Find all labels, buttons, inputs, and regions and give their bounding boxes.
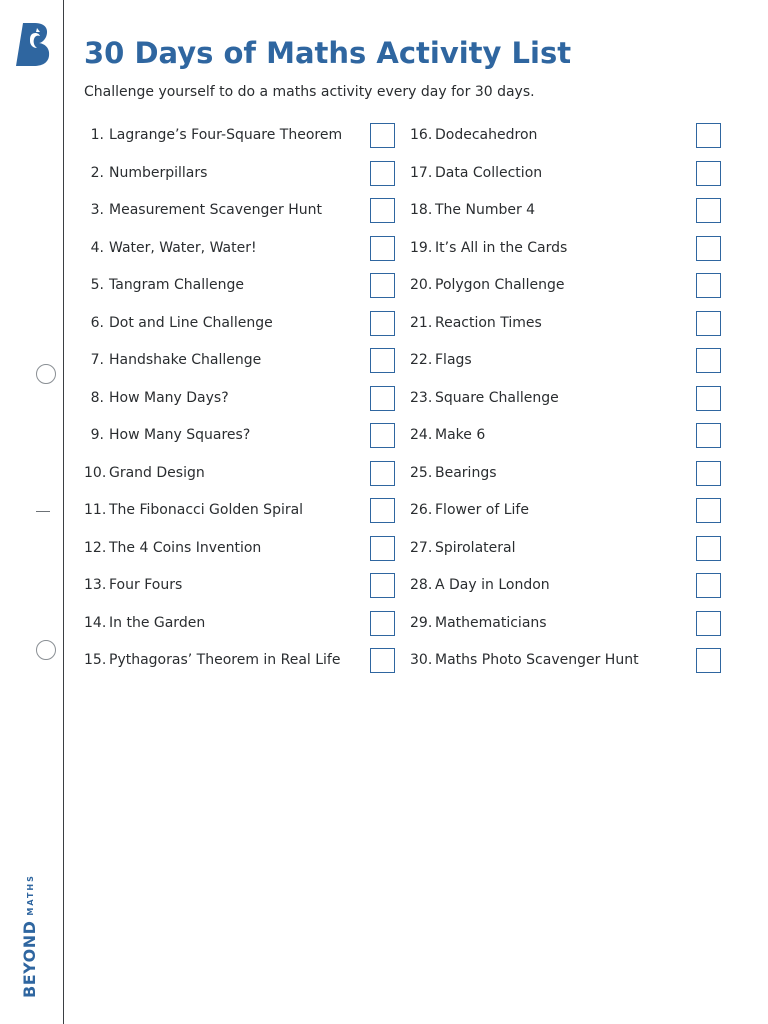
activity-label: How Many Days? bbox=[109, 389, 229, 406]
activity-item bbox=[410, 267, 723, 305]
activity-list-left bbox=[84, 117, 397, 680]
activity-number: 23. bbox=[410, 389, 433, 406]
activity-item bbox=[410, 342, 723, 380]
activity-number: 11. bbox=[84, 502, 107, 518]
activity-checkbox[interactable] bbox=[696, 386, 721, 411]
activity-label: Make 6 bbox=[435, 427, 486, 443]
activity-number: 27. bbox=[410, 539, 433, 556]
activity-label: Data Collection bbox=[435, 164, 543, 181]
brand-name: BEYOND bbox=[20, 920, 39, 998]
activity-item bbox=[84, 455, 397, 493]
activity-item bbox=[84, 192, 397, 230]
activity-checkbox[interactable] bbox=[696, 573, 721, 598]
activity-number: 2. bbox=[90, 164, 104, 181]
activity-item bbox=[410, 192, 723, 230]
activity-label: Water, Water, Water! bbox=[109, 239, 257, 256]
activity-number: 8. bbox=[90, 389, 104, 406]
activity-item bbox=[84, 567, 397, 605]
activity-number: 15. bbox=[84, 652, 107, 668]
activity-label: Pythagoras’ Theorem in Real Life bbox=[109, 652, 341, 668]
activity-number: 28. bbox=[410, 577, 433, 593]
activity-item bbox=[84, 155, 397, 193]
activity-checkbox[interactable] bbox=[696, 648, 721, 673]
punch-hole-bottom bbox=[36, 640, 56, 660]
activity-checkbox[interactable] bbox=[696, 236, 721, 261]
activity-label: Measurement Scavenger Hunt bbox=[109, 202, 322, 218]
activity-checkbox[interactable] bbox=[370, 198, 395, 223]
activity-checkbox[interactable] bbox=[370, 123, 395, 148]
activity-label: Handshake Challenge bbox=[109, 352, 262, 368]
activity-label: Maths Photo Scavenger Hunt bbox=[435, 652, 639, 668]
activity-checkbox[interactable] bbox=[370, 236, 395, 261]
activity-number: 5. bbox=[90, 277, 104, 293]
activity-checkbox[interactable] bbox=[370, 273, 395, 298]
activity-checkbox[interactable] bbox=[696, 161, 721, 186]
activity-label: Mathematicians bbox=[435, 614, 547, 631]
activity-label: Reaction Times bbox=[435, 314, 542, 331]
activity-number: 7. bbox=[90, 352, 104, 368]
activity-label: Dot and Line Challenge bbox=[109, 314, 273, 331]
activity-checkbox[interactable] bbox=[370, 498, 395, 523]
activity-label: In the Garden bbox=[109, 614, 206, 631]
activity-number: 16. bbox=[410, 127, 433, 143]
activity-item bbox=[410, 642, 723, 680]
activity-checkbox[interactable] bbox=[696, 611, 721, 636]
margin-rule bbox=[63, 0, 64, 1024]
activity-label: Four Fours bbox=[109, 577, 183, 593]
activity-checkbox[interactable] bbox=[370, 423, 395, 448]
activity-number: 22. bbox=[410, 352, 433, 368]
activity-label: How Many Squares? bbox=[109, 427, 251, 443]
activity-item bbox=[84, 492, 397, 530]
activity-item bbox=[84, 230, 397, 268]
activity-item bbox=[410, 230, 723, 268]
activity-label: The 4 Coins Invention bbox=[109, 539, 262, 556]
activity-number: 17. bbox=[410, 164, 433, 181]
punch-hole-top bbox=[36, 364, 56, 384]
activity-item bbox=[84, 380, 397, 418]
activity-checkbox[interactable] bbox=[370, 348, 395, 373]
activity-number: 14. bbox=[84, 614, 107, 631]
activity-item bbox=[84, 305, 397, 343]
activity-checkbox[interactable] bbox=[370, 536, 395, 561]
activity-number: 9. bbox=[90, 427, 104, 443]
activity-checkbox[interactable] bbox=[370, 573, 395, 598]
activity-item bbox=[84, 117, 397, 155]
activity-label: Tangram Challenge bbox=[109, 277, 244, 293]
activity-checkbox[interactable] bbox=[696, 123, 721, 148]
activity-item bbox=[410, 605, 723, 643]
activity-item bbox=[410, 417, 723, 455]
activity-number: 18. bbox=[410, 202, 433, 218]
activity-item bbox=[410, 155, 723, 193]
activity-label: The Fibonacci Golden Spiral bbox=[109, 502, 304, 518]
activity-label: Numberpillars bbox=[109, 164, 208, 181]
activity-number: 21. bbox=[410, 314, 433, 331]
activity-label: Flower of Life bbox=[435, 502, 529, 518]
activity-item bbox=[410, 455, 723, 493]
activity-number: 30. bbox=[410, 652, 433, 668]
activity-checkbox[interactable] bbox=[370, 386, 395, 411]
activity-checkbox[interactable] bbox=[696, 311, 721, 336]
activity-checkbox[interactable] bbox=[370, 648, 395, 673]
activity-number: 1. bbox=[90, 127, 104, 143]
activity-number: 12. bbox=[84, 539, 107, 556]
activity-number: 25. bbox=[410, 464, 433, 481]
center-tick-mark bbox=[36, 511, 50, 512]
activity-item bbox=[410, 305, 723, 343]
activity-list-right bbox=[410, 117, 723, 680]
activity-item bbox=[84, 267, 397, 305]
activity-label: Dodecahedron bbox=[435, 127, 538, 143]
brand-wordmark bbox=[20, 858, 44, 998]
activity-number: 19. bbox=[410, 239, 433, 256]
activity-checkbox[interactable] bbox=[370, 611, 395, 636]
activity-item bbox=[84, 530, 397, 568]
activity-item bbox=[84, 642, 397, 680]
activity-number: 13. bbox=[84, 577, 107, 593]
activity-item bbox=[410, 117, 723, 155]
activity-checkbox[interactable] bbox=[370, 461, 395, 486]
activity-checkbox[interactable] bbox=[696, 273, 721, 298]
activity-item bbox=[84, 417, 397, 455]
activity-checkbox[interactable] bbox=[696, 198, 721, 223]
activity-item bbox=[84, 342, 397, 380]
activity-item bbox=[84, 605, 397, 643]
activity-checkbox[interactable] bbox=[696, 536, 721, 561]
activity-item bbox=[410, 567, 723, 605]
activity-item bbox=[410, 380, 723, 418]
activity-label: A Day in London bbox=[435, 577, 550, 593]
activity-checkbox[interactable] bbox=[696, 348, 721, 373]
activity-number: 29. bbox=[410, 614, 433, 631]
activity-label: Bearings bbox=[435, 464, 497, 481]
activity-number: 24. bbox=[410, 427, 433, 443]
brand-tagline: MATHS bbox=[26, 874, 35, 916]
page-title: 30 Days of Maths Activity List bbox=[84, 36, 572, 70]
activity-label: Grand Design bbox=[109, 464, 205, 481]
activity-label: Polygon Challenge bbox=[435, 277, 565, 293]
activity-number: 10. bbox=[84, 464, 107, 481]
activity-checkbox[interactable] bbox=[370, 161, 395, 186]
activity-label: Flags bbox=[435, 352, 472, 368]
activity-label: Spirolateral bbox=[435, 539, 516, 556]
activity-label: The Number 4 bbox=[435, 202, 536, 218]
activity-number: 26. bbox=[410, 502, 433, 518]
activity-label: Square Challenge bbox=[435, 389, 559, 406]
activity-number: 4. bbox=[90, 239, 104, 256]
activity-checkbox[interactable] bbox=[696, 461, 721, 486]
beyond-b-logo-icon bbox=[13, 20, 53, 68]
activity-label: Lagrange’s Four-Square Theorem bbox=[109, 127, 343, 143]
activity-checkbox[interactable] bbox=[370, 311, 395, 336]
activity-number: 6. bbox=[90, 314, 104, 331]
activity-label: It’s All in the Cards bbox=[435, 239, 568, 256]
activity-checkbox[interactable] bbox=[696, 423, 721, 448]
page-subtitle: Challenge yourself to do a maths activity every day for 30 days. bbox=[84, 84, 535, 100]
activity-number: 3. bbox=[90, 202, 104, 218]
activity-number: 20. bbox=[410, 277, 433, 293]
activity-item bbox=[410, 530, 723, 568]
activity-checkbox[interactable] bbox=[696, 498, 721, 523]
activity-item bbox=[410, 492, 723, 530]
